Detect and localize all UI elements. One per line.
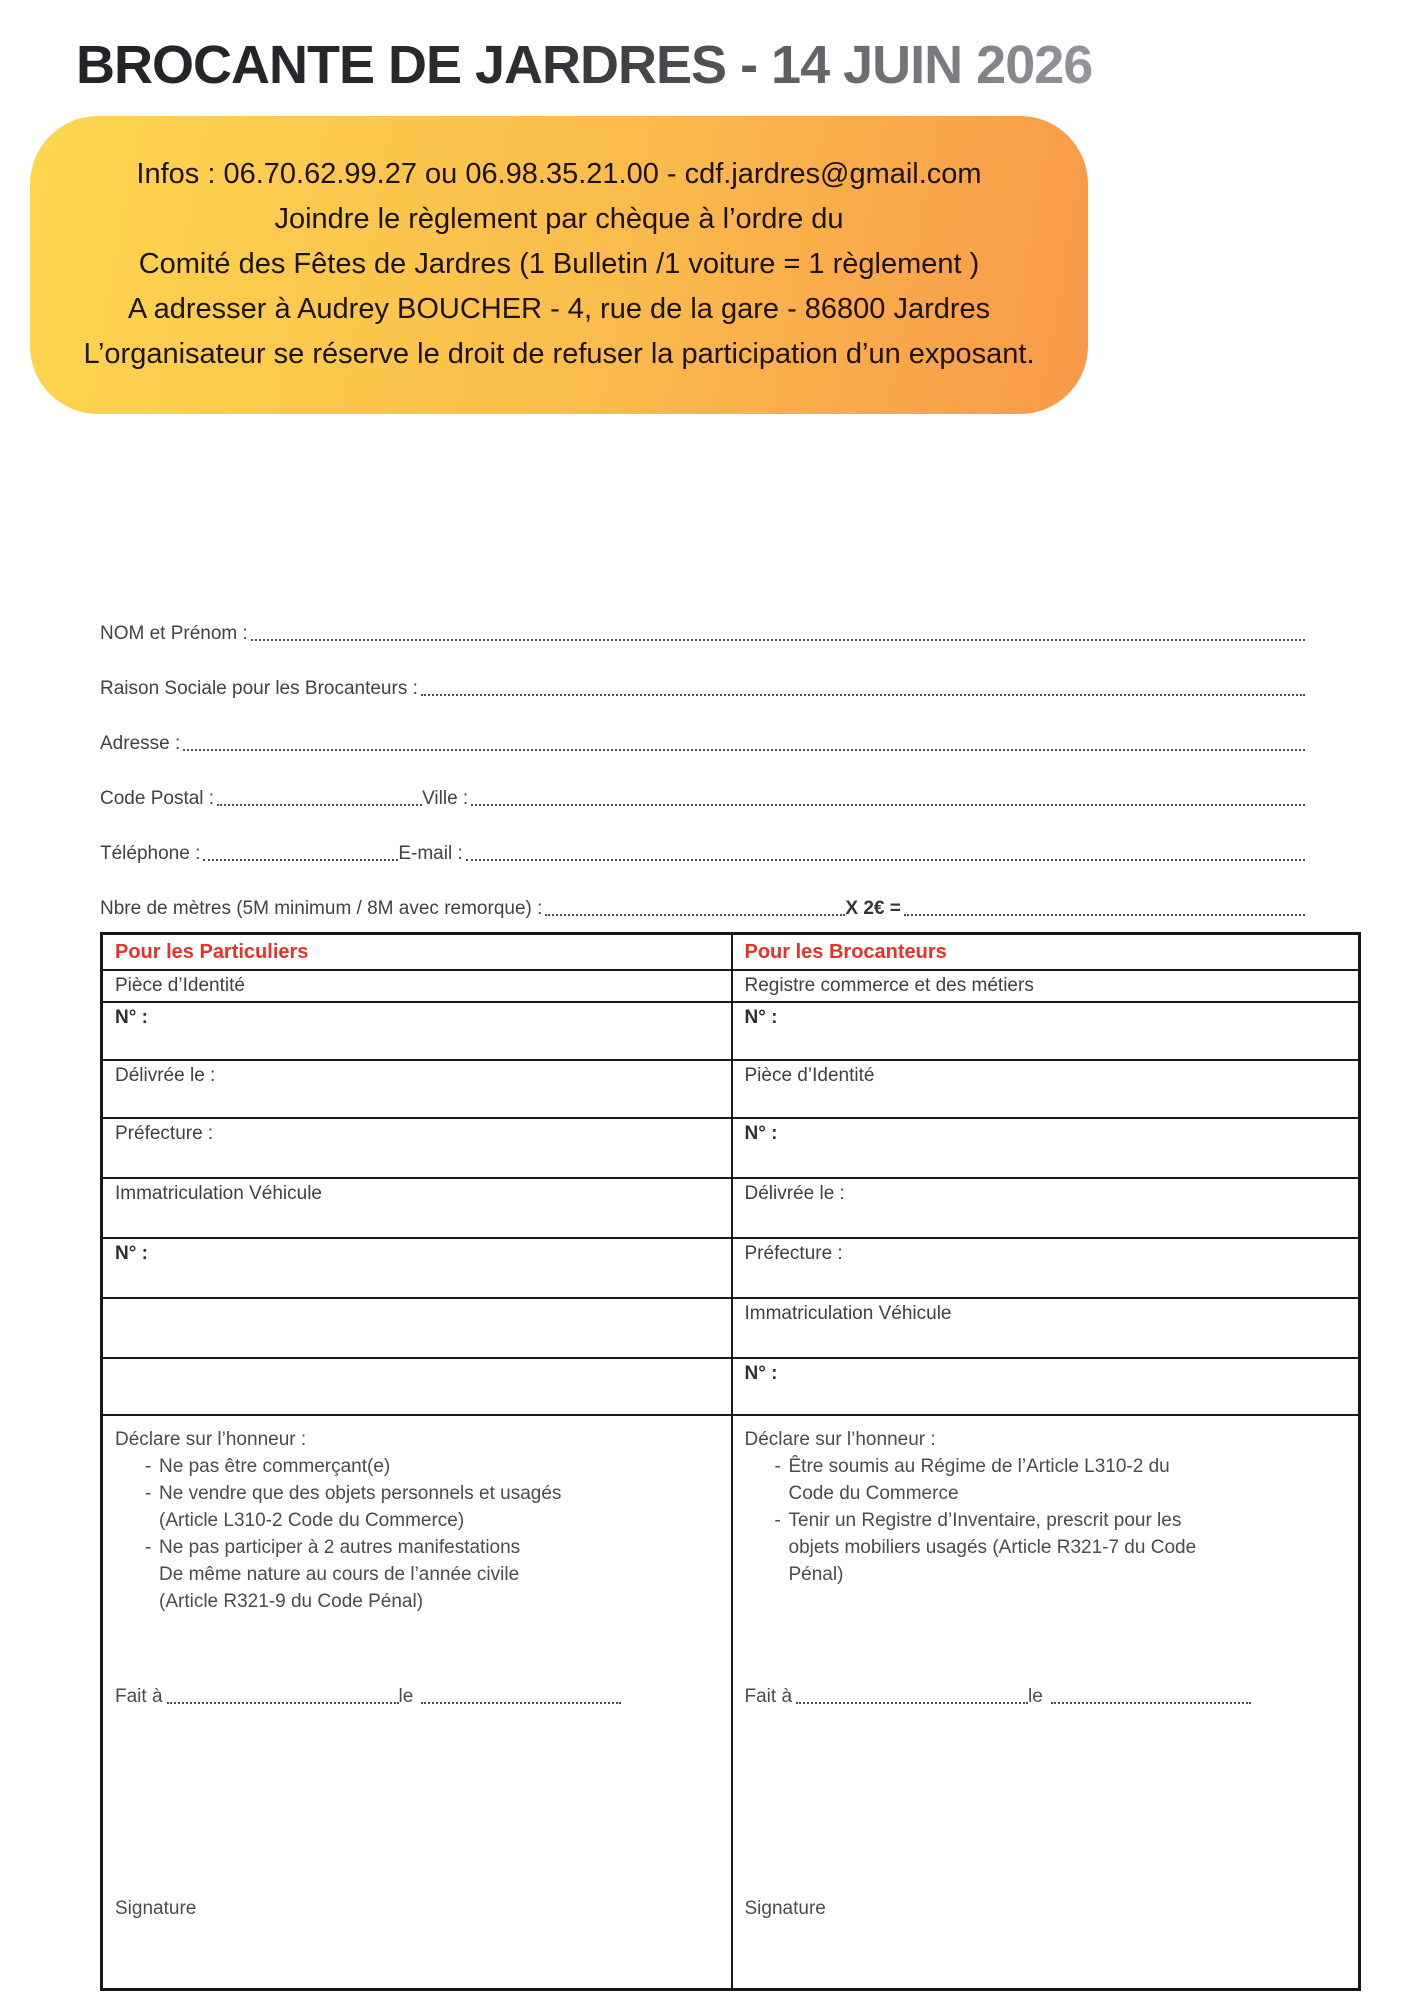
raison-sociale-fill-line: [421, 694, 1305, 696]
field-row-telephone-email: [100, 810, 1305, 865]
table-row: [102, 1118, 1360, 1178]
cell-piece-identite: Pièce d’Identité: [732, 1060, 1360, 1118]
bullet-dash: [745, 1480, 789, 1507]
cell-numero: N° :: [732, 1002, 1360, 1060]
email-label: E-mail :: [398, 843, 463, 864]
cell-numero: N° :: [102, 1238, 732, 1298]
bullet-dash: [745, 1561, 789, 1588]
signature-label: Signature: [744, 1897, 826, 1919]
cell-prefecture: Préfecture :: [732, 1238, 1360, 1298]
fait-a-fill-line: [796, 1702, 1028, 1704]
bullet-dash: -: [145, 1455, 152, 1477]
declaration-title: Déclare sur l’honneur :: [744, 1428, 936, 1450]
declaration-brocanteurs: [732, 1415, 1360, 1990]
declaration-line: [115, 1507, 719, 1534]
bullet-dash: [115, 1507, 159, 1534]
declaration-line: [115, 1534, 719, 1561]
bullet-text: Être soumis au Régime de l’Article L310-2 du: [788, 1455, 1170, 1477]
table-row: [102, 1358, 1360, 1415]
code-postal-label: Code Postal :: [100, 788, 215, 809]
bullet-text: Ne pas participer à 2 autres manifestations: [159, 1536, 521, 1558]
raison-sociale-label: Raison Sociale pour les Brocanteurs :: [100, 678, 418, 699]
telephone-fill-line: [203, 859, 398, 861]
le-fill-line: [1051, 1702, 1251, 1704]
bullet-text: Ne vendre que des objets personnels et usagés: [159, 1482, 562, 1504]
declaration-line: [745, 1453, 1347, 1480]
bullet-text: Code du Commerce: [788, 1482, 959, 1504]
declaration-line: [115, 1588, 719, 1615]
field-row-adresse: [100, 700, 1305, 755]
bullet-text: Ne pas être commerçant(e): [159, 1455, 391, 1477]
cell-numero: N° :: [732, 1118, 1360, 1178]
cell-piece-identite: Pièce d’Identité: [102, 970, 732, 1002]
bullet-text: Pénal): [788, 1563, 844, 1585]
bullet-dash: -: [774, 1509, 781, 1531]
field-row-raison-sociale: [100, 645, 1305, 700]
table-row: [102, 1002, 1360, 1060]
declaration-line: [115, 1561, 719, 1588]
le-label: le: [398, 1685, 414, 1707]
table-row: [102, 1060, 1360, 1118]
info-line-contact: Infos : 06.70.62.99.27 ou 06.98.35.21.00 - cdf.jardres@gmail.com: [136, 158, 982, 190]
field-row-code-postal-ville: [100, 755, 1305, 810]
declaration-line: [745, 1534, 1347, 1561]
field-row-metres: [100, 865, 1305, 920]
info-line-comite: Comité des Fêtes de Jardres (1 Bulletin /1 voiture = 1 règlement ): [138, 248, 980, 280]
fait-a-fill-line: [167, 1702, 399, 1704]
fait-a-label: Fait à: [115, 1685, 163, 1707]
info-line-disclaimer: L’organisateur se réserve le droit de refuser la participation d’un exposant.: [83, 338, 1035, 370]
page-title: BROCANTE DE JARDRES - 14 JUIN 2026: [76, 35, 1093, 95]
bullet-dash: -: [145, 1536, 152, 1558]
fait-a-label: Fait à: [744, 1685, 793, 1707]
adresse-label: Adresse :: [100, 733, 181, 754]
bullet-text: De même nature au cours de l’année civile: [159, 1563, 520, 1585]
cell-immatriculation: Immatriculation Véhicule: [732, 1298, 1360, 1358]
nom-label: NOM et Prénom :: [100, 623, 248, 644]
le-label: le: [1028, 1685, 1043, 1707]
cell-delivree-le: Délivrée le :: [102, 1060, 732, 1118]
table-row: [102, 1298, 1360, 1358]
info-line-payment: Joindre le règlement par chèque à l’ordre du: [274, 203, 844, 235]
declaration-row: [102, 1415, 1360, 1990]
declaration-line: [115, 1480, 719, 1507]
cell-numero: N° :: [732, 1358, 1360, 1415]
declaration-particuliers: [102, 1415, 732, 1990]
bullet-dash: -: [145, 1482, 152, 1504]
cell-empty: [102, 1358, 732, 1415]
cell-delivree-le: Délivrée le :: [732, 1178, 1360, 1238]
fait-a-row: [745, 1686, 1251, 1708]
field-row-nom: [100, 590, 1305, 645]
registration-table: [100, 932, 1361, 1991]
info-line-address: A adresser à Audrey BOUCHER - 4, rue de la gare - 86800 Jardres: [127, 293, 991, 325]
declaration-line: [745, 1561, 1347, 1588]
signature-label: Signature: [115, 1897, 197, 1919]
declaration-title: Déclare sur l’honneur :: [115, 1428, 307, 1450]
tarif-label: X 2€ =: [845, 898, 901, 919]
declaration-line: [115, 1453, 719, 1480]
table-header-row: [102, 934, 1360, 970]
table-row: [102, 1238, 1360, 1298]
bullet-text: (Article L310-2 Code du Commerce): [159, 1509, 465, 1531]
metres-fill-line: [545, 914, 845, 916]
table-row: [102, 1178, 1360, 1238]
code-postal-fill-line: [217, 804, 422, 806]
info-box: [30, 116, 1088, 414]
metres-label: Nbre de mètres (5M minimum / 8M avec remorque) :: [100, 898, 543, 919]
bullet-dash: [115, 1588, 159, 1615]
nom-fill-line: [251, 639, 1305, 641]
cell-numero: N° :: [102, 1002, 732, 1060]
tarif-fill-line: [904, 914, 1305, 916]
bullet-text: (Article R321-9 du Code Pénal): [159, 1590, 424, 1612]
cell-registre-commerce: Registre commerce et des métiers: [732, 970, 1360, 1002]
bullet-dash: [115, 1561, 159, 1588]
telephone-label: Téléphone :: [100, 843, 201, 864]
declaration-line: [745, 1480, 1347, 1507]
cell-immatriculation: Immatriculation Véhicule: [102, 1178, 732, 1238]
fait-a-row: [115, 1686, 621, 1708]
bullet-text: Tenir un Registre d’Inventaire, prescrit pour les: [788, 1509, 1182, 1531]
cell-prefecture: Préfecture :: [102, 1118, 732, 1178]
table-row: [102, 970, 1360, 1002]
email-fill-line: [466, 859, 1305, 861]
bullet-text: objets mobiliers usagés (Article R321-7 du Code: [788, 1536, 1197, 1558]
bullet-dash: [745, 1534, 789, 1561]
declaration-line: [745, 1507, 1347, 1534]
header-particuliers: Pour les Particuliers: [102, 934, 732, 970]
bullet-dash: -: [774, 1455, 781, 1477]
le-fill-line: [421, 1702, 621, 1704]
header-brocanteurs: Pour les Brocanteurs: [732, 934, 1360, 970]
adresse-fill-line: [183, 749, 1305, 751]
ville-label: Ville :: [422, 788, 469, 809]
cell-empty: [102, 1298, 732, 1358]
ville-fill-line: [471, 804, 1305, 806]
contact-fields-section: [100, 590, 1305, 920]
